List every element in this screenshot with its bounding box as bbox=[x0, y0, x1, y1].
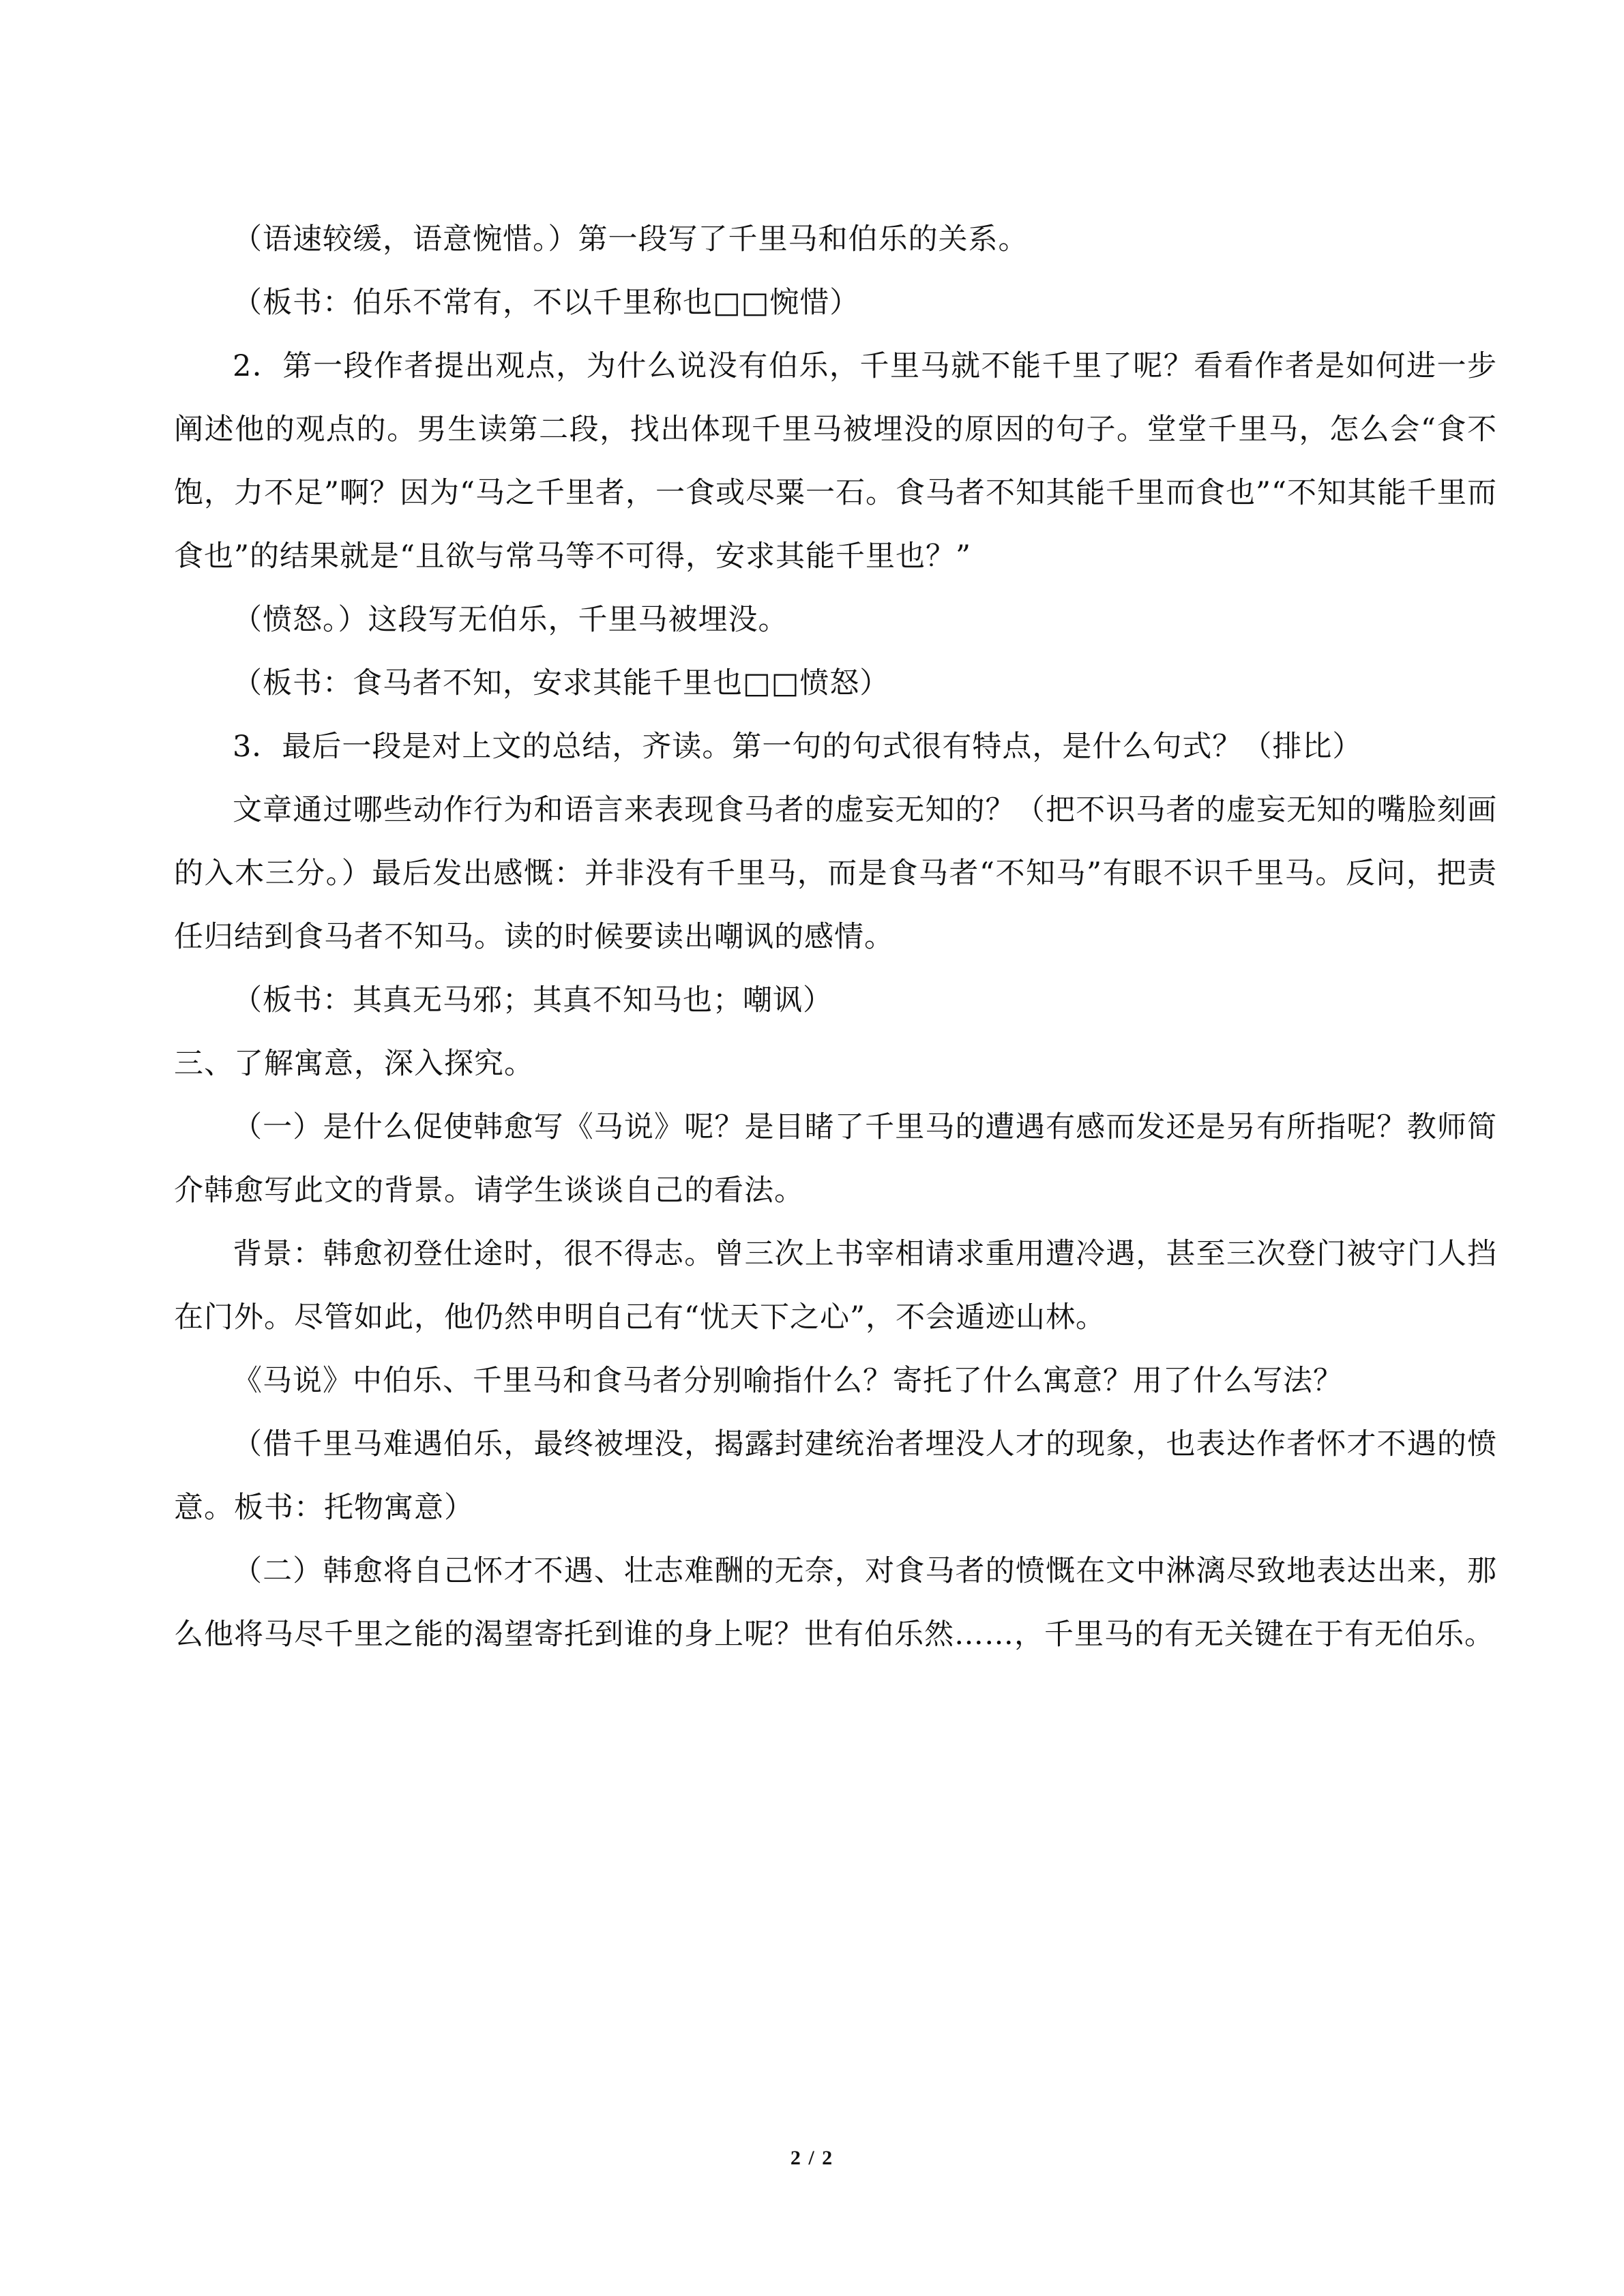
paragraph-question-2: （二）韩愈将自己怀才不遇、壮志难酬的无奈，对食马者的愤慨在文中淋漓尽致地表达出来，那么他将马尽千里之能的渴望寄托到谁的身上呢？世有伯乐然……，千里马的有无关键在于有无伯乐。 bbox=[174, 1554, 1497, 1652]
paragraph-board-note-1: （板书：伯乐不常有，不以千里称也□□惋惜） bbox=[233, 286, 860, 320]
section-heading-3: 三、了解寓意，深入探究。 bbox=[174, 1047, 534, 1081]
paragraph-point-3: 3．最后一段是对上文的总结，齐读。第一句的句式很有特点，是什么句式？（排比） bbox=[233, 730, 1363, 764]
paragraph-anger-note: （愤怒。）这段写无伯乐，千里马被埋没。 bbox=[233, 603, 788, 637]
paragraph-question-metaphor: 《马说》中伯乐、千里马和食马者分别喻指什么？寄托了什么寓意？用了什么写法？ bbox=[233, 1364, 1343, 1398]
paragraph-point-2: 2．第一段作者提出观点，为什么说没有伯乐，千里马就不能千里了呢？看看作者是如何进一步阐述他的观点的。男生读第二段，找出体现千里马被埋没的原因的句子。堂堂千里马，怎么会“食不饱，力不足”啊？因为“马之千里者，一食或尽粟一石。食马者不知其能千里而食也”“不知其能千里而食也”的结果就是“且欲与常马等不可得，安求其能千里也？” bbox=[174, 349, 1497, 573]
paragraph-answer-metaphor: （借千里马难遇伯乐，最终被埋没，揭露封建统治者埋没人才的现象，也表达作者怀才不遇的愤意。板书：托物寓意） bbox=[174, 1427, 1497, 1525]
paragraph-intro-tone: （语速较缓，语意惋惜。）第一段写了千里马和伯乐的关系。 bbox=[233, 222, 1029, 256]
document-body bbox=[174, 208, 1497, 1667]
paragraph-board-note-3: （板书：其真无马邪；其真不知马也；嘲讽） bbox=[233, 983, 833, 1017]
page-number: 2 / 2 bbox=[790, 2147, 834, 2169]
paragraph-analysis: 文章通过哪些动作行为和语言来表现食马者的虚妄无知的？（把不识马者的虚妄无知的嘴脸刻画的入木三分。）最后发出感慨：并非没有千里马，而是食马者“不知马”有眼不识千里马。反问，把责任归结到食马者不知马。读的时候要读出嘲讽的感情。 bbox=[174, 793, 1497, 954]
paragraph-question-1: （一）是什么促使韩愈写《马说》呢？是目睹了千里马的遭遇有感而发还是另有所指呢？教师简介韩愈写此文的背景。请学生谈谈自己的看法。 bbox=[174, 1110, 1497, 1208]
paragraph-board-note-2: （板书：食马者不知，安求其能千里也□□愤怒） bbox=[233, 666, 890, 700]
paragraph-background: 背景：韩愈初登仕途时，很不得志。曾三次上书宰相请求重用遭冷遇，甚至三次登门被守门人挡在门外。尽管如此，他仍然申明自己有“忧天下之心”，不会遁迹山林。 bbox=[174, 1237, 1497, 1335]
